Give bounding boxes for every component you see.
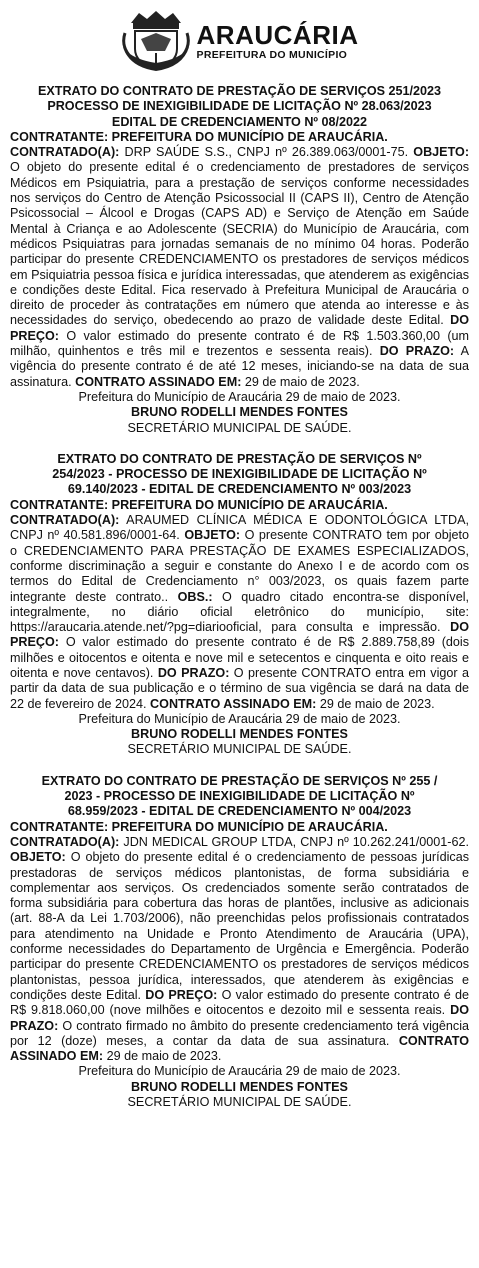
signer-role: SECRETÁRIO MUNICIPAL DE SAÚDE. xyxy=(127,742,352,757)
contratante-line xyxy=(10,820,469,835)
extract-body xyxy=(10,835,469,1064)
assinado-date: 29 de maio de 2023. xyxy=(244,374,360,389)
preco-text: O valor estimado do presente contrato é de R$ 1.503.360,00 (um milhão, quinhentos e três mil e trezentos e sessenta reais). xyxy=(10,328,470,359)
header xyxy=(10,8,469,74)
extract-title xyxy=(10,84,469,130)
title-line: 254/2023 - PROCESSO DE INEXIGIBILIDADE DE LICITAÇÃO Nº xyxy=(52,467,427,482)
title-line: EXTRATO DO CONTRATO DE PRESTAÇÃO DE SERVIÇOS Nº xyxy=(57,451,422,466)
prazo-label: DO PRAZO: xyxy=(10,1003,470,1033)
extract-title xyxy=(10,452,469,498)
contratante-line xyxy=(10,130,469,145)
preco-label: DO PREÇO: xyxy=(10,313,470,343)
assinado-label: CONTRATO ASSINADO EM: xyxy=(10,1033,470,1064)
title-line: PROCESSO DE INEXIGIBILIDADE DE LICITAÇÃO Nº 28.063/2023 xyxy=(47,99,432,114)
prazo-text: A vigência do presente contrato é de até 12 meses, iniciando-se na data de sua assinatura. xyxy=(10,344,470,389)
title-line: 68.959/2023 - EDITAL DE CREDENCIAMENTO Nº 004/2023 xyxy=(67,804,412,819)
title-line: EXTRATO DO CONTRATO DE PRESTAÇÃO DE SERVIÇOS 251/2023 xyxy=(37,84,442,98)
objeto-label: OBJETO: xyxy=(413,145,470,160)
assinado-date: 29 de maio de 2023. xyxy=(319,696,435,711)
contratado-value: JDN MEDICAL GROUP LTDA, CNPJ nº 10.262.241/0001-62. xyxy=(123,834,469,849)
signer-name: BRUNO RODELLI MENDES FONTES xyxy=(131,405,348,420)
title-line: 69.140/2023 - EDITAL DE CREDENCIAMENTO Nº 003/2023 xyxy=(67,482,412,497)
signer-name: BRUNO RODELLI MENDES FONTES xyxy=(131,1079,348,1094)
place-date: Prefeitura do Município de Araucária 29 de maio de 2023. xyxy=(78,1064,401,1079)
contratante-label: CONTRATANTE: xyxy=(10,819,109,834)
assinado-date: 29 de maio de 2023. xyxy=(106,1049,222,1064)
preco-label: DO PREÇO: xyxy=(10,620,469,650)
signature-block xyxy=(10,712,469,758)
contratante-value: PREFEITURA DO MUNICÍPIO DE ARAUCÁRIA. xyxy=(111,129,388,144)
contratante-value: PREFEITURA DO MUNICÍPIO DE ARAUCÁRIA. xyxy=(111,819,388,834)
prazo-label: DO PRAZO: xyxy=(379,344,455,359)
preco-text: O valor estimado do presente contrato é de R$ 2.889.758,89 (dois milhões e oitocentos e oitenta e nove mil e setecentos e cinquenta e oito reais e oitenta e nove centavos). xyxy=(10,635,469,680)
contratado-label: CONTRATADO(A): xyxy=(10,145,120,160)
obs-text: O quadro citado encontra-se disponível, integralmente, no diário oficial eletrônico do município, site: https://araucaria.atende.net/?pg=diariooficial, para consulta e impressão. xyxy=(10,589,470,635)
objeto-text: O presente CONTRATO tem por objeto o CREDENCIAMENTO PARA PRESTAÇÃO DE EXAMES ESPECIALIZADOS, conforme discriminação a seguir e constante do Anexo I e de acordo com os termos do Edital de Credenciamento n° 003/2023, os quais fazem parte integrante deste contrato.. xyxy=(10,528,470,604)
brand xyxy=(196,19,359,61)
contratante-line xyxy=(10,498,469,513)
objeto-text: O objeto do presente edital é o credenciamento de prestadores de serviços Médicos em Psiquiatria, para a prestação de serviços conforme necessidades nos serviços do Centro de Atenção Psicossocial II (CAPS II), Centro de Atenção Psicossocial – Álcool e Drogas (CAPS AD) e Serviço de Atenção em Saúde Mental à Criança e ao Adolescente (SECRIA) do Município de Araucária, com médicos Psiquiatras para jornadas semanais de no mínimo 04 horas. Poderão participar do presente CREDENCIAMENTO os prestadores de serviços médicos em Psiquiatria pessoa física e jurídica interessadas, que atenderem as exigências e condições deste Edital. Fica reservado à Prefeitura Municipal de Araucária o direito de proceder às contratações em número que atenda ao interesse e às necessidades do serviço, obedecendo ao prazo de validade deste Edital. xyxy=(10,160,469,328)
title-line: EXTRATO DO CONTRATO DE PRESTAÇÃO DE SERVIÇOS Nº 255 / xyxy=(41,773,438,788)
contract-extract-3 xyxy=(10,774,469,1111)
obs-label: OBS.: xyxy=(177,589,213,604)
contratante-value: PREFEITURA DO MUNICÍPIO DE ARAUCÁRIA. xyxy=(111,497,388,512)
place-date: Prefeitura do Município de Araucária 29 de maio de 2023. xyxy=(78,389,401,404)
signer-role: SECRETÁRIO MUNICIPAL DE SAÚDE. xyxy=(127,420,352,435)
signer-role: SECRETÁRIO MUNICIPAL DE SAÚDE. xyxy=(127,1095,352,1109)
contratado-value: DRP SAÚDE S.S., CNPJ nº 26.389.063/0001-75. xyxy=(124,145,409,160)
title-line: 2023 - PROCESSO DE INEXIGIBILIDADE DE LICITAÇÃO Nº xyxy=(64,789,415,804)
signer-name: BRUNO RODELLI MENDES FONTES xyxy=(131,727,348,742)
assinado-label: CONTRATO ASSINADO EM: xyxy=(150,696,317,711)
prazo-text: O presente CONTRATO entra em vigor a partir da data de sua publicação e o término de sua vigência se dará na data de 22 de fevereiro de 2024. xyxy=(10,665,469,711)
extract-body xyxy=(10,513,469,712)
objeto-text: O objeto do presente edital é o credenciamento de pessoas jurídicas prestadoras de serviços médicos plantonistas, de forma subsidiária e complementar aos serviços. Os credenciados somente serão contratados de forma subsidiária para cobertura das horas de plantões, inclusive as adicionais (art. 88-A da Lei 1.703/2006), não preenchidas pelos profissionais contratados para atendimento na Unidade e Pronto Atendimento de Araucária (UPA), conforme necessidades do Departamento de Urgência e Emergência. Poderão participar do presente CREDENCIAMENTO os prestadores de serviços médicos plantonistas, pessoa jurídica, interessados, que atenderem às exigências e condições deste Edital. xyxy=(10,850,469,1002)
objeto-label: OBJETO: xyxy=(184,528,241,543)
prazo-text: O contrato firmado no âmbito do presente credenciamento terá vigência por 12 (doze) meses, a contar da data de sua assinatura. xyxy=(10,1018,469,1048)
preco-label: DO PREÇO: xyxy=(145,987,218,1002)
assinado-label: CONTRATO ASSINADO EM: xyxy=(75,374,242,389)
contratante-label: CONTRATANTE: xyxy=(10,129,109,144)
coat-of-arms-logo xyxy=(121,9,191,73)
contratado-label: CONTRATADO(A): xyxy=(10,834,120,849)
extract-title xyxy=(10,774,469,820)
signature-block xyxy=(10,390,469,436)
signature-block xyxy=(10,1064,469,1110)
contratado-label: CONTRATADO(A): xyxy=(10,513,120,528)
contratado-value: ARAUMED CLÍNICA MÉDICA E ODONTOLÓGICA LTDA, CNPJ nº 40.581.896/0001-64. xyxy=(10,513,469,543)
contract-extract-1 xyxy=(10,84,469,436)
brand-subtitle: PREFEITURA DO MUNICÍPIO xyxy=(196,48,348,61)
title-line: EDITAL DE CREDENCIAMENTO Nº 08/2022 xyxy=(111,114,368,129)
brand-name: ARAUCÁRIA xyxy=(196,19,359,50)
place-date: Prefeitura do Município de Araucária 29 de maio de 2023. xyxy=(78,711,401,726)
prazo-label: DO PRAZO: xyxy=(157,665,230,680)
contract-extract-2 xyxy=(10,452,469,758)
contratante-label: CONTRATANTE: xyxy=(10,497,109,512)
extract-body xyxy=(10,145,469,390)
objeto-label: OBJETO: xyxy=(10,850,66,865)
preco-text: O valor estimado do presente contrato é de R$ 9.818.060,00 (nove milhões e oitocentos e dezoito mil e sessenta reais. xyxy=(10,987,469,1018)
